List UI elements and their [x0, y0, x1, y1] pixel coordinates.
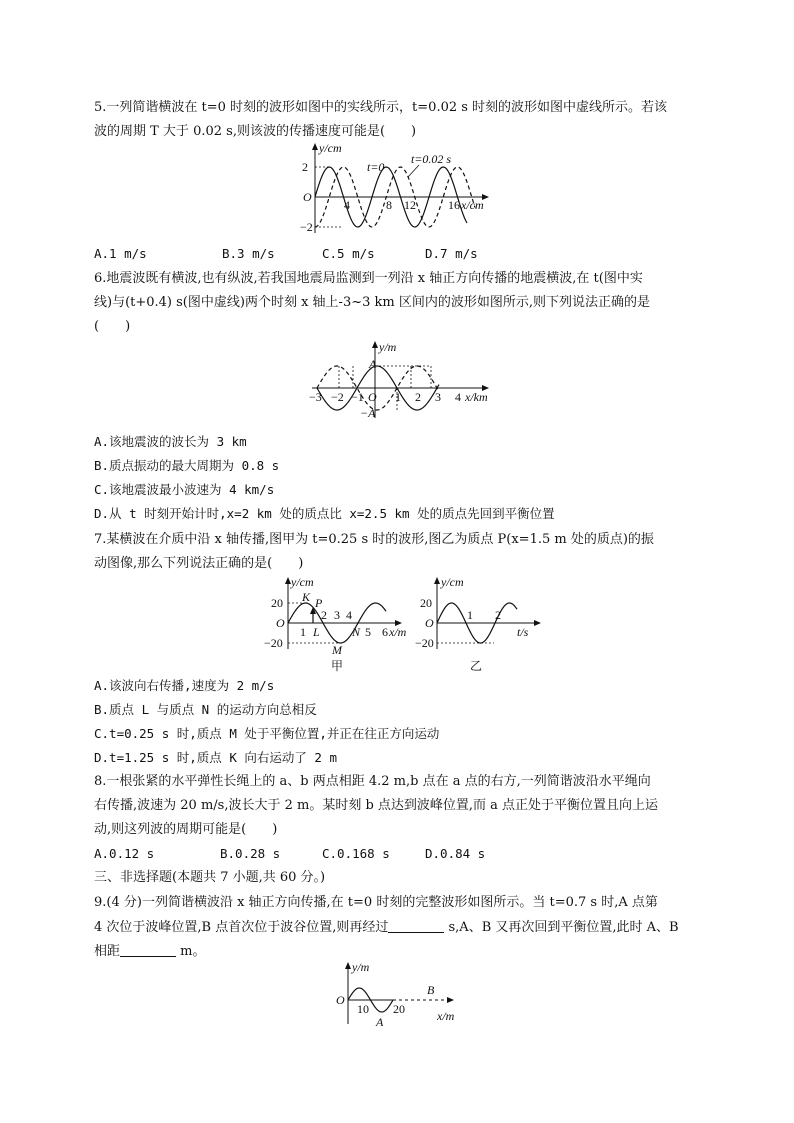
q6-xtick-1: 1	[395, 390, 401, 404]
q9-line-3	[94, 942, 205, 961]
q6-xtick-4: 4	[455, 390, 461, 404]
q8-line-2: 右传播,波速为 20 m/s,波长大于 2 m。某时刻 b 点达到波峰位置,而 a 点正处于平衡位置且向上运	[94, 798, 659, 813]
q6-ylabel: y/m	[379, 340, 397, 354]
q7a-xtick-6: 6	[382, 625, 388, 639]
q9-xlabel: x/m	[437, 1009, 455, 1023]
q8-line-1: 8.一根张紧的水平弹性长绳上的 a、b 两点相距 4.2 m,b 点在 a 点的右方,一列简谐波沿水平绳向	[94, 774, 651, 789]
q7a-point-n: N	[352, 625, 361, 639]
q6-origin: O	[368, 390, 377, 404]
q5-ytick-top: 2	[302, 160, 308, 174]
q7a-xtick-1: 1	[300, 625, 306, 639]
q5-option-c[interactable]: C.5 m/s	[322, 246, 375, 261]
q5-label-dashed: t=0.02 s	[411, 152, 452, 166]
q6-xtick-m2: −2	[331, 390, 344, 404]
q5-xtick-12: 12	[404, 198, 416, 212]
q9-point-a: A	[376, 1015, 384, 1029]
q9-line-3-before: 相距	[94, 944, 121, 959]
q5-xtick-16: 16	[448, 198, 460, 212]
q5-ytick-bottom: −2	[300, 220, 313, 234]
q7a-ytick-bottom: −20	[264, 636, 283, 650]
q5-option-d[interactable]: D.7 m/s	[425, 246, 478, 261]
q8-option-a[interactable]: A.0.12 s	[94, 846, 155, 861]
q8-option-d[interactable]: D.0.84 s	[425, 846, 486, 861]
q6-option-c[interactable]: C.该地震波最小波速为 4 km/s	[94, 482, 275, 497]
q7a-point-m: M	[332, 643, 342, 657]
q6-ytick-top: A	[369, 357, 377, 371]
q5-label-solid: t=0	[367, 160, 385, 174]
q7a-caption: 甲	[331, 659, 344, 673]
q7-line-2: 动图像,那么下列说法正确的是( )	[94, 556, 304, 571]
q6-xtick-m1: −1	[351, 390, 364, 404]
q5-origin: O	[303, 190, 312, 204]
q7a-xtick-3: 3	[334, 608, 340, 622]
q7a-ytick-top: 20	[271, 596, 283, 610]
q9-blank-distance[interactable]	[120, 942, 176, 957]
q9-origin: O	[336, 993, 345, 1007]
section-3-heading: 三、非选择题(本题共 7 小题,共 60 分。)	[94, 870, 326, 885]
q9-line-2-before: 4 次位于波峰位置,B 点首次位于波谷位置,则再经过	[94, 920, 389, 935]
q6-option-b[interactable]: B.质点振动的最大周期为 0.8 s	[94, 458, 280, 473]
q6-figure	[300, 340, 500, 420]
q6-option-a[interactable]: A.该地震波的波长为 3 km	[94, 434, 247, 449]
q7a-point-p: P	[315, 596, 323, 610]
q7-figure-b	[415, 577, 545, 677]
q9-xtick-10: 10	[357, 1002, 369, 1016]
q6-option-d[interactable]: D.从 t 时刻开始计时,x=2 km 处的质点比 x=2.5 km 处的质点先回到平衡位置	[94, 506, 555, 521]
q9-blank-time[interactable]	[388, 918, 444, 933]
q9-point-b: B	[427, 983, 435, 997]
q7-option-a[interactable]: A.该波向右传播,速度为 2 m/s	[94, 678, 275, 693]
q7a-xtick-4: 4	[346, 608, 352, 622]
q7-figure-a	[258, 577, 418, 677]
q9-line-2	[94, 918, 679, 937]
q7a-xtick-2: 2	[321, 608, 327, 622]
q7b-ylabel: y/cm	[441, 575, 464, 589]
q8-option-c[interactable]: C.0.168 s	[322, 846, 390, 861]
q5-ylabel: y/cm	[319, 141, 342, 155]
q5-line-1: 5.一列简谐横波在 t=0 时刻的波形如图中的实线所示，t=0.02 s 时刻的波形如图中虚线所示。若该	[94, 100, 668, 115]
q7b-xlabel: t/s	[517, 625, 529, 639]
q7b-caption: 乙	[470, 659, 483, 673]
q6-line-1: 6.地震波既有横波,也有纵波,若我国地震局监测到一列沿 x 轴正方向传播的地震横波,在 t(图中实	[94, 271, 643, 286]
q9-line-2-after: s,A、B 又再次回到平衡位置,此时 A、B	[448, 920, 679, 935]
q7-option-c[interactable]: C.t=0.25 s 时,质点 M 处于平衡位置,并正在往正方向运动	[94, 726, 440, 741]
q5-option-a[interactable]: A.1 m/s	[94, 246, 147, 261]
q6-xtick-2: 2	[415, 390, 421, 404]
q7a-ylabel: y/cm	[291, 575, 314, 589]
q5-xtick-4: 4	[344, 198, 350, 212]
q9-ylabel: y/m	[352, 960, 370, 974]
q6-xtick-3: 3	[435, 390, 441, 404]
q7a-point-k: K	[302, 590, 311, 604]
q7-option-d[interactable]: D.t=1.25 s 时,质点 K 向右运动了 2 m	[94, 750, 337, 765]
q7b-ytick-top: 20	[420, 596, 432, 610]
q7b-xtick-1: 1	[467, 608, 473, 622]
q6-line-3: ( )	[94, 319, 131, 334]
q5-xlabel: x/cm	[461, 198, 484, 212]
q6-xlabel: x/km	[465, 390, 488, 404]
q7a-xtick-5: 5	[365, 625, 371, 639]
q7a-point-l: L	[313, 625, 320, 639]
q7-option-b[interactable]: B.质点 L 与质点 N 的运动方向总相反	[94, 702, 317, 717]
q7b-ytick-bottom: −20	[415, 636, 434, 650]
q6-ytick-bottom: −A	[360, 406, 376, 420]
q5-option-b[interactable]: B.3 m/s	[222, 246, 275, 261]
q7a-xlabel: x/m	[389, 625, 407, 639]
q5-line-2: 波的周期 T 大于 0.02 s,则该波的传播速度可能是( )	[94, 124, 417, 139]
q8-line-3: 动,则这列波的周期可能是( )	[94, 822, 278, 837]
q6-xtick-m3: −3	[309, 390, 322, 404]
q6-line-2: 线)与(t+0.4) s(图中虚线)两个时刻 x 轴上-3~3 km 区间内的波形如图所示,则下列说法正确的是	[94, 295, 650, 310]
q9-figure	[333, 962, 463, 1032]
q7a-origin: O	[276, 616, 285, 630]
q8-option-b[interactable]: B.0.28 s	[220, 846, 281, 861]
q5-figure	[295, 143, 495, 238]
q9-xtick-20: 20	[393, 1002, 405, 1016]
q7b-xtick-2: 2	[495, 608, 501, 622]
q9-line-3-after: m。	[180, 944, 206, 959]
q7-line-1: 7.某横波在介质中沿 x 轴传播,图甲为 t=0.25 s 时的波形,图乙为质点 P(x=1.5 m 处的质点)的振	[94, 532, 654, 547]
q7b-origin: O	[425, 616, 434, 630]
q5-xtick-8: 8	[386, 198, 392, 212]
q9-line-1: 9.(4 分)一列简谐横波沿 x 轴正方向传播,在 t=0 时刻的完整波形如图所示。当 t=0.7 s 时,A 点第	[94, 895, 658, 910]
